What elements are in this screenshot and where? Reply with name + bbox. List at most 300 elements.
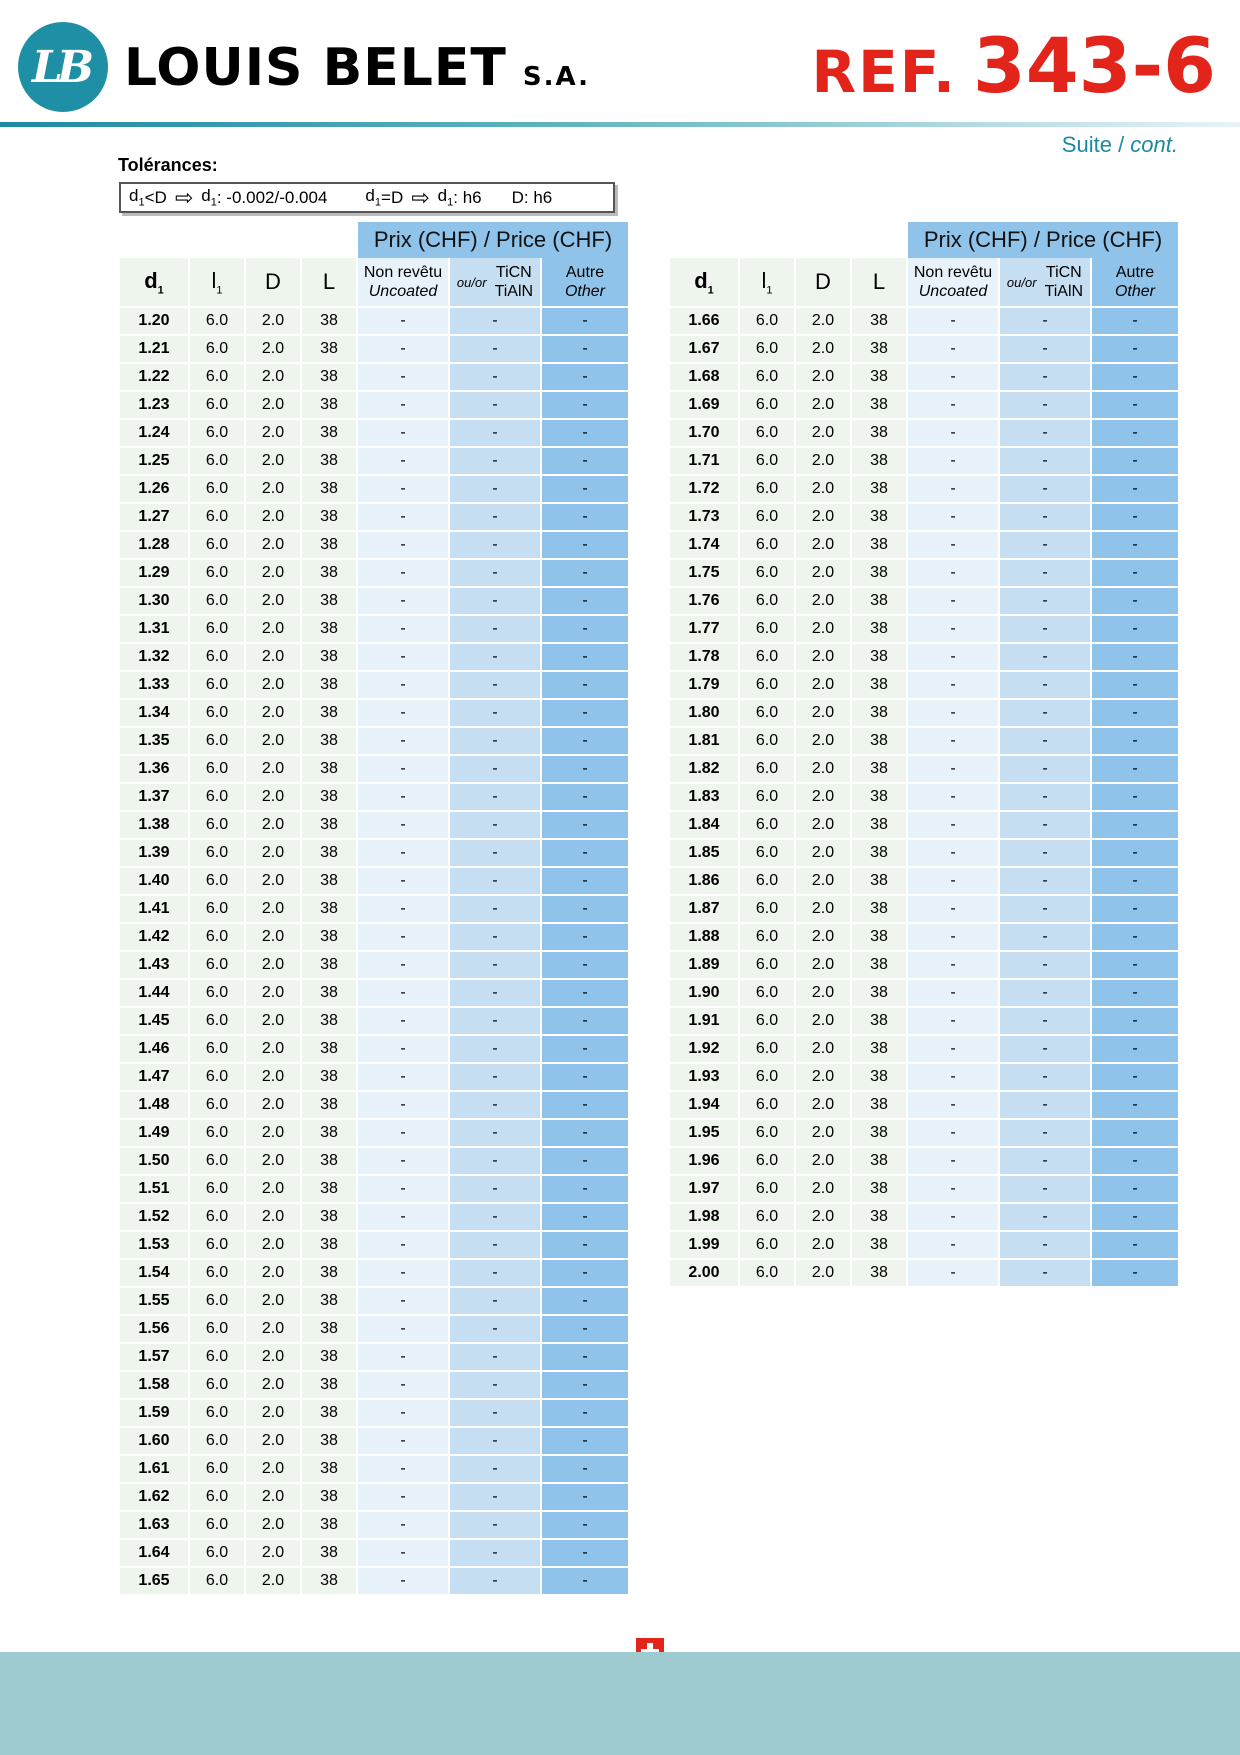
cell-price-other: - <box>542 392 628 420</box>
cell-price-other: - <box>1092 392 1178 420</box>
cell-price-coated: - <box>450 1120 540 1148</box>
cell-l1: 6.0 <box>190 1260 244 1288</box>
cell-price-other: - <box>542 1316 628 1344</box>
table-row <box>670 1232 1178 1260</box>
table-row <box>670 896 1178 924</box>
cell-price-coated: - <box>450 336 540 364</box>
cell-price-coated: - <box>450 1148 540 1176</box>
cell-price-other: - <box>542 336 628 364</box>
cell-d1: 1.56 <box>120 1316 188 1344</box>
cell-D: 2.0 <box>796 476 850 504</box>
cell-d1: 1.62 <box>120 1484 188 1512</box>
table-row <box>120 1288 628 1316</box>
cell-price-coated: - <box>450 1092 540 1120</box>
cell-D: 2.0 <box>246 392 300 420</box>
cell-price-other: - <box>542 616 628 644</box>
cell-L: 38 <box>852 1120 906 1148</box>
cell-D: 2.0 <box>246 504 300 532</box>
cell-l1: 6.0 <box>740 476 794 504</box>
cell-price-uncoated: - <box>358 560 448 588</box>
cell-D: 2.0 <box>246 700 300 728</box>
table-row <box>670 1148 1178 1176</box>
cell-D: 2.0 <box>796 952 850 980</box>
cell-price-other: - <box>542 1428 628 1456</box>
cell-price-other: - <box>1092 672 1178 700</box>
cell-D: 2.0 <box>246 1148 300 1176</box>
cell-d1: 1.38 <box>120 812 188 840</box>
cell-price-uncoated: - <box>908 1176 998 1204</box>
cell-price-coated: - <box>450 504 540 532</box>
table-row <box>120 980 628 1008</box>
cell-price-other: - <box>542 420 628 448</box>
table-row <box>120 476 628 504</box>
cell-price-coated: - <box>1000 448 1090 476</box>
cell-price-coated: - <box>1000 840 1090 868</box>
company-name: LOUIS BELET S.A. <box>124 38 590 98</box>
cell-price-uncoated: - <box>908 420 998 448</box>
cell-l1: 6.0 <box>740 420 794 448</box>
cell-d1: 1.44 <box>120 980 188 1008</box>
cell-price-other: - <box>1092 1148 1178 1176</box>
cell-l1: 6.0 <box>190 756 244 784</box>
cell-l1: 6.0 <box>740 1120 794 1148</box>
cell-L: 38 <box>302 1316 356 1344</box>
cell-price-coated: - <box>450 1204 540 1232</box>
cell-L: 38 <box>852 560 906 588</box>
cell-price-other: - <box>542 812 628 840</box>
cell-D: 2.0 <box>796 420 850 448</box>
cell-d1: 1.27 <box>120 504 188 532</box>
cell-d1: 1.97 <box>670 1176 738 1204</box>
cell-price-coated: - <box>1000 392 1090 420</box>
cell-l1: 6.0 <box>740 532 794 560</box>
cell-L: 38 <box>852 476 906 504</box>
table-row <box>120 1316 628 1344</box>
cell-d1: 1.36 <box>120 756 188 784</box>
cell-l1: 6.0 <box>190 532 244 560</box>
table-row <box>120 840 628 868</box>
cell-price-coated: - <box>1000 504 1090 532</box>
cell-price-uncoated: - <box>358 840 448 868</box>
cell-L: 38 <box>302 1148 356 1176</box>
cell-D: 2.0 <box>796 560 850 588</box>
cell-L: 38 <box>302 616 356 644</box>
cell-L: 38 <box>302 924 356 952</box>
cell-L: 38 <box>852 616 906 644</box>
table-row <box>120 1120 628 1148</box>
cell-price-uncoated: - <box>908 1008 998 1036</box>
cell-price-coated: - <box>450 728 540 756</box>
cell-D: 2.0 <box>246 532 300 560</box>
cell-price-coated: - <box>1000 952 1090 980</box>
cell-price-other: - <box>542 532 628 560</box>
cell-price-other: - <box>1092 1120 1178 1148</box>
cell-d1: 1.84 <box>670 812 738 840</box>
cell-price-coated: - <box>450 1512 540 1540</box>
cell-d1: 1.72 <box>670 476 738 504</box>
cell-price-uncoated: - <box>358 1344 448 1372</box>
cell-d1: 1.33 <box>120 672 188 700</box>
cell-D: 2.0 <box>796 728 850 756</box>
cell-D: 2.0 <box>796 1008 850 1036</box>
cell-l1: 6.0 <box>740 1092 794 1120</box>
cell-price-other: - <box>542 924 628 952</box>
cell-price-uncoated: - <box>358 980 448 1008</box>
cell-d1: 1.68 <box>670 364 738 392</box>
cell-price-uncoated: - <box>908 616 998 644</box>
cell-L: 38 <box>852 308 906 336</box>
cell-l1: 6.0 <box>190 1428 244 1456</box>
cell-price-other: - <box>542 1120 628 1148</box>
cell-D: 2.0 <box>796 1120 850 1148</box>
cell-price-coated: - <box>450 1260 540 1288</box>
cell-price-coated: - <box>1000 1036 1090 1064</box>
cell-price-uncoated: - <box>908 1204 998 1232</box>
cell-price-other: - <box>1092 476 1178 504</box>
cell-price-uncoated: - <box>358 1176 448 1204</box>
cell-d1: 1.70 <box>670 420 738 448</box>
cell-price-other: - <box>542 1512 628 1540</box>
cell-l1: 6.0 <box>190 476 244 504</box>
cell-D: 2.0 <box>246 784 300 812</box>
cell-price-other: - <box>542 364 628 392</box>
cell-L: 38 <box>852 1092 906 1120</box>
cell-price-uncoated: - <box>358 1512 448 1540</box>
cell-price-other: - <box>542 1232 628 1260</box>
cell-D: 2.0 <box>246 756 300 784</box>
cell-price-uncoated: - <box>908 1064 998 1092</box>
cell-l1: 6.0 <box>740 812 794 840</box>
cell-price-coated: - <box>450 1176 540 1204</box>
tolerances-label: Tolérances: <box>118 155 218 175</box>
table-row <box>670 476 1178 504</box>
cell-price-uncoated: - <box>358 1428 448 1456</box>
cell-L: 38 <box>852 700 906 728</box>
cell-l1: 6.0 <box>190 924 244 952</box>
cell-d1: 1.40 <box>120 868 188 896</box>
table-row <box>120 1344 628 1372</box>
cell-L: 38 <box>852 1008 906 1036</box>
cell-L: 38 <box>852 532 906 560</box>
cell-d1: 1.28 <box>120 532 188 560</box>
table-row <box>120 1036 628 1064</box>
cell-l1: 6.0 <box>740 308 794 336</box>
cell-D: 2.0 <box>796 1232 850 1260</box>
cell-price-coated: - <box>1000 896 1090 924</box>
cell-price-other: - <box>542 1400 628 1428</box>
cell-d1: 2.00 <box>670 1260 738 1288</box>
table-row <box>120 1064 628 1092</box>
cell-price-other: - <box>542 784 628 812</box>
cell-l1: 6.0 <box>740 364 794 392</box>
table-row <box>120 616 628 644</box>
cell-L: 38 <box>852 1176 906 1204</box>
cell-L: 38 <box>852 672 906 700</box>
cell-L: 38 <box>852 924 906 952</box>
cell-d1: 1.78 <box>670 644 738 672</box>
table-row <box>670 728 1178 756</box>
cell-D: 2.0 <box>246 1008 300 1036</box>
cell-L: 38 <box>302 980 356 1008</box>
cell-price-coated: - <box>450 1288 540 1316</box>
cell-price-uncoated: - <box>908 336 998 364</box>
cell-D: 2.0 <box>246 1232 300 1260</box>
cell-price-uncoated: - <box>908 924 998 952</box>
cell-price-coated: - <box>450 784 540 812</box>
cell-price-uncoated: - <box>908 392 998 420</box>
cell-D: 2.0 <box>246 1568 300 1596</box>
cell-price-coated: - <box>450 1400 540 1428</box>
cell-price-coated: - <box>1000 644 1090 672</box>
cell-d1: 1.54 <box>120 1260 188 1288</box>
cell-L: 38 <box>852 980 906 1008</box>
header-divider <box>0 122 1240 127</box>
cell-d1: 1.53 <box>120 1232 188 1260</box>
cell-price-other: - <box>542 644 628 672</box>
cell-price-coated: - <box>1000 924 1090 952</box>
cell-price-other: - <box>542 980 628 1008</box>
cell-D: 2.0 <box>796 448 850 476</box>
cell-D: 2.0 <box>796 1092 850 1120</box>
cell-price-other: - <box>542 504 628 532</box>
dimension-table-right <box>668 222 1180 1288</box>
cell-price-other: - <box>542 952 628 980</box>
cell-D: 2.0 <box>246 476 300 504</box>
cell-price-uncoated: - <box>358 1120 448 1148</box>
cell-l1: 6.0 <box>740 448 794 476</box>
cell-d1: 1.39 <box>120 840 188 868</box>
cell-l1: 6.0 <box>740 1064 794 1092</box>
table-row <box>670 672 1178 700</box>
cell-price-coated: - <box>450 924 540 952</box>
cell-L: 38 <box>852 1260 906 1288</box>
col-header-uncoated: Non revêtu Uncoated <box>908 258 998 308</box>
cell-D: 2.0 <box>796 616 850 644</box>
cell-D: 2.0 <box>246 1036 300 1064</box>
cell-L: 38 <box>852 504 906 532</box>
cell-price-other: - <box>1092 868 1178 896</box>
cell-d1: 1.26 <box>120 476 188 504</box>
cell-d1: 1.95 <box>670 1120 738 1148</box>
cell-price-uncoated: - <box>908 672 998 700</box>
cell-L: 38 <box>852 392 906 420</box>
cell-price-other: - <box>1092 532 1178 560</box>
price-header: Prix (CHF) / Price (CHF) <box>908 222 1178 258</box>
cell-price-other: - <box>542 1288 628 1316</box>
table-row <box>120 308 628 336</box>
cell-price-other: - <box>542 1092 628 1120</box>
cell-l1: 6.0 <box>190 1036 244 1064</box>
cell-l1: 6.0 <box>190 868 244 896</box>
table-row <box>670 364 1178 392</box>
cell-price-uncoated: - <box>358 700 448 728</box>
table-row <box>120 1148 628 1176</box>
cell-price-uncoated: - <box>358 308 448 336</box>
page-header <box>0 0 1240 130</box>
cell-d1: 1.71 <box>670 448 738 476</box>
table-row <box>670 1064 1178 1092</box>
cell-price-uncoated: - <box>908 1232 998 1260</box>
cell-L: 38 <box>302 1568 356 1596</box>
col-header-uncoated: Non revêtu Uncoated <box>358 258 448 308</box>
cell-price-coated: - <box>1000 560 1090 588</box>
cell-D: 2.0 <box>246 1540 300 1568</box>
table-row <box>120 1512 628 1540</box>
table-row <box>120 1372 628 1400</box>
table-row <box>120 700 628 728</box>
cell-l1: 6.0 <box>740 700 794 728</box>
cell-d1: 1.76 <box>670 588 738 616</box>
table-row <box>670 420 1178 448</box>
cell-price-uncoated: - <box>358 1484 448 1512</box>
cell-price-uncoated: - <box>908 308 998 336</box>
cell-d1: 1.98 <box>670 1204 738 1232</box>
cell-L: 38 <box>852 1204 906 1232</box>
cell-l1: 6.0 <box>740 560 794 588</box>
cell-price-other: - <box>1092 420 1178 448</box>
cell-l1: 6.0 <box>190 1064 244 1092</box>
cell-D: 2.0 <box>796 812 850 840</box>
arrow-right-icon: ⇨ <box>174 184 194 210</box>
cell-price-other: - <box>1092 364 1178 392</box>
table-row <box>120 672 628 700</box>
cell-L: 38 <box>302 504 356 532</box>
col-header-D: D <box>796 258 850 308</box>
cell-price-other: - <box>542 476 628 504</box>
cell-price-uncoated: - <box>908 1148 998 1176</box>
cell-price-coated: - <box>450 448 540 476</box>
cell-price-coated: - <box>1000 336 1090 364</box>
cell-l1: 6.0 <box>740 644 794 672</box>
table-row <box>670 924 1178 952</box>
table-row <box>120 392 628 420</box>
cell-D: 2.0 <box>796 364 850 392</box>
cell-price-coated: - <box>1000 476 1090 504</box>
table-row <box>120 1540 628 1568</box>
cell-price-uncoated: - <box>358 1260 448 1288</box>
cell-l1: 6.0 <box>190 644 244 672</box>
cell-price-coated: - <box>1000 1008 1090 1036</box>
cell-D: 2.0 <box>246 1400 300 1428</box>
cell-price-coated: - <box>450 840 540 868</box>
cell-L: 38 <box>302 728 356 756</box>
cell-d1: 1.51 <box>120 1176 188 1204</box>
cell-price-uncoated: - <box>358 364 448 392</box>
cell-price-uncoated: - <box>358 1540 448 1568</box>
cell-D: 2.0 <box>246 840 300 868</box>
cell-price-other: - <box>542 1372 628 1400</box>
cell-price-uncoated: - <box>358 420 448 448</box>
cell-D: 2.0 <box>796 644 850 672</box>
cell-D: 2.0 <box>796 896 850 924</box>
cell-L: 38 <box>852 728 906 756</box>
cell-price-other: - <box>1092 616 1178 644</box>
cell-price-uncoated: - <box>358 644 448 672</box>
cell-price-coated: - <box>450 420 540 448</box>
cell-d1: 1.43 <box>120 952 188 980</box>
cell-D: 2.0 <box>796 308 850 336</box>
cell-price-uncoated: - <box>358 1064 448 1092</box>
cell-l1: 6.0 <box>190 1540 244 1568</box>
cell-price-uncoated: - <box>358 896 448 924</box>
cell-d1: 1.66 <box>670 308 738 336</box>
cell-price-coated: - <box>450 812 540 840</box>
cell-l1: 6.0 <box>740 840 794 868</box>
table-row <box>670 868 1178 896</box>
cell-L: 38 <box>852 756 906 784</box>
table-row <box>120 336 628 364</box>
cell-D: 2.0 <box>796 700 850 728</box>
cell-price-uncoated: - <box>358 1568 448 1596</box>
table-row <box>670 1176 1178 1204</box>
cell-price-other: - <box>542 728 628 756</box>
cell-d1: 1.94 <box>670 1092 738 1120</box>
cell-l1: 6.0 <box>190 980 244 1008</box>
cell-price-uncoated: - <box>358 1036 448 1064</box>
cell-price-other: - <box>1092 560 1178 588</box>
cell-L: 38 <box>302 644 356 672</box>
cell-price-coated: - <box>1000 1204 1090 1232</box>
cell-D: 2.0 <box>796 980 850 1008</box>
cell-price-uncoated: - <box>358 952 448 980</box>
cell-L: 38 <box>302 476 356 504</box>
cell-D: 2.0 <box>796 392 850 420</box>
cell-price-other: - <box>542 588 628 616</box>
cell-d1: 1.50 <box>120 1148 188 1176</box>
cell-L: 38 <box>302 588 356 616</box>
cell-price-uncoated: - <box>358 924 448 952</box>
cell-price-uncoated: - <box>908 504 998 532</box>
cell-D: 2.0 <box>246 420 300 448</box>
cell-d1: 1.83 <box>670 784 738 812</box>
cell-d1: 1.86 <box>670 868 738 896</box>
cell-l1: 6.0 <box>740 1260 794 1288</box>
cell-D: 2.0 <box>796 504 850 532</box>
cell-d1: 1.20 <box>120 308 188 336</box>
cell-d1: 1.35 <box>120 728 188 756</box>
cell-price-uncoated: - <box>908 980 998 1008</box>
cell-D: 2.0 <box>796 784 850 812</box>
dimension-table-left <box>118 222 630 1596</box>
cell-D: 2.0 <box>246 1456 300 1484</box>
table-row <box>670 952 1178 980</box>
cell-D: 2.0 <box>246 1204 300 1232</box>
cell-d1: 1.63 <box>120 1512 188 1540</box>
cell-price-coated: - <box>1000 784 1090 812</box>
cell-price-other: - <box>542 840 628 868</box>
cell-d1: 1.29 <box>120 560 188 588</box>
cell-D: 2.0 <box>246 1064 300 1092</box>
cell-price-uncoated: - <box>358 476 448 504</box>
cell-D: 2.0 <box>796 672 850 700</box>
table-row <box>120 728 628 756</box>
cell-price-coated: - <box>450 1372 540 1400</box>
cell-price-other: - <box>542 560 628 588</box>
cell-L: 38 <box>302 364 356 392</box>
cell-d1: 1.59 <box>120 1400 188 1428</box>
cell-price-coated: - <box>450 616 540 644</box>
cell-l1: 6.0 <box>190 448 244 476</box>
cell-l1: 6.0 <box>740 336 794 364</box>
cell-D: 2.0 <box>796 1148 850 1176</box>
cell-L: 38 <box>852 336 906 364</box>
cell-price-coated: - <box>450 392 540 420</box>
table-row <box>670 336 1178 364</box>
cell-d1: 1.52 <box>120 1204 188 1232</box>
cell-l1: 6.0 <box>740 1176 794 1204</box>
cell-price-other: - <box>1092 700 1178 728</box>
cell-price-coated: - <box>450 1008 540 1036</box>
